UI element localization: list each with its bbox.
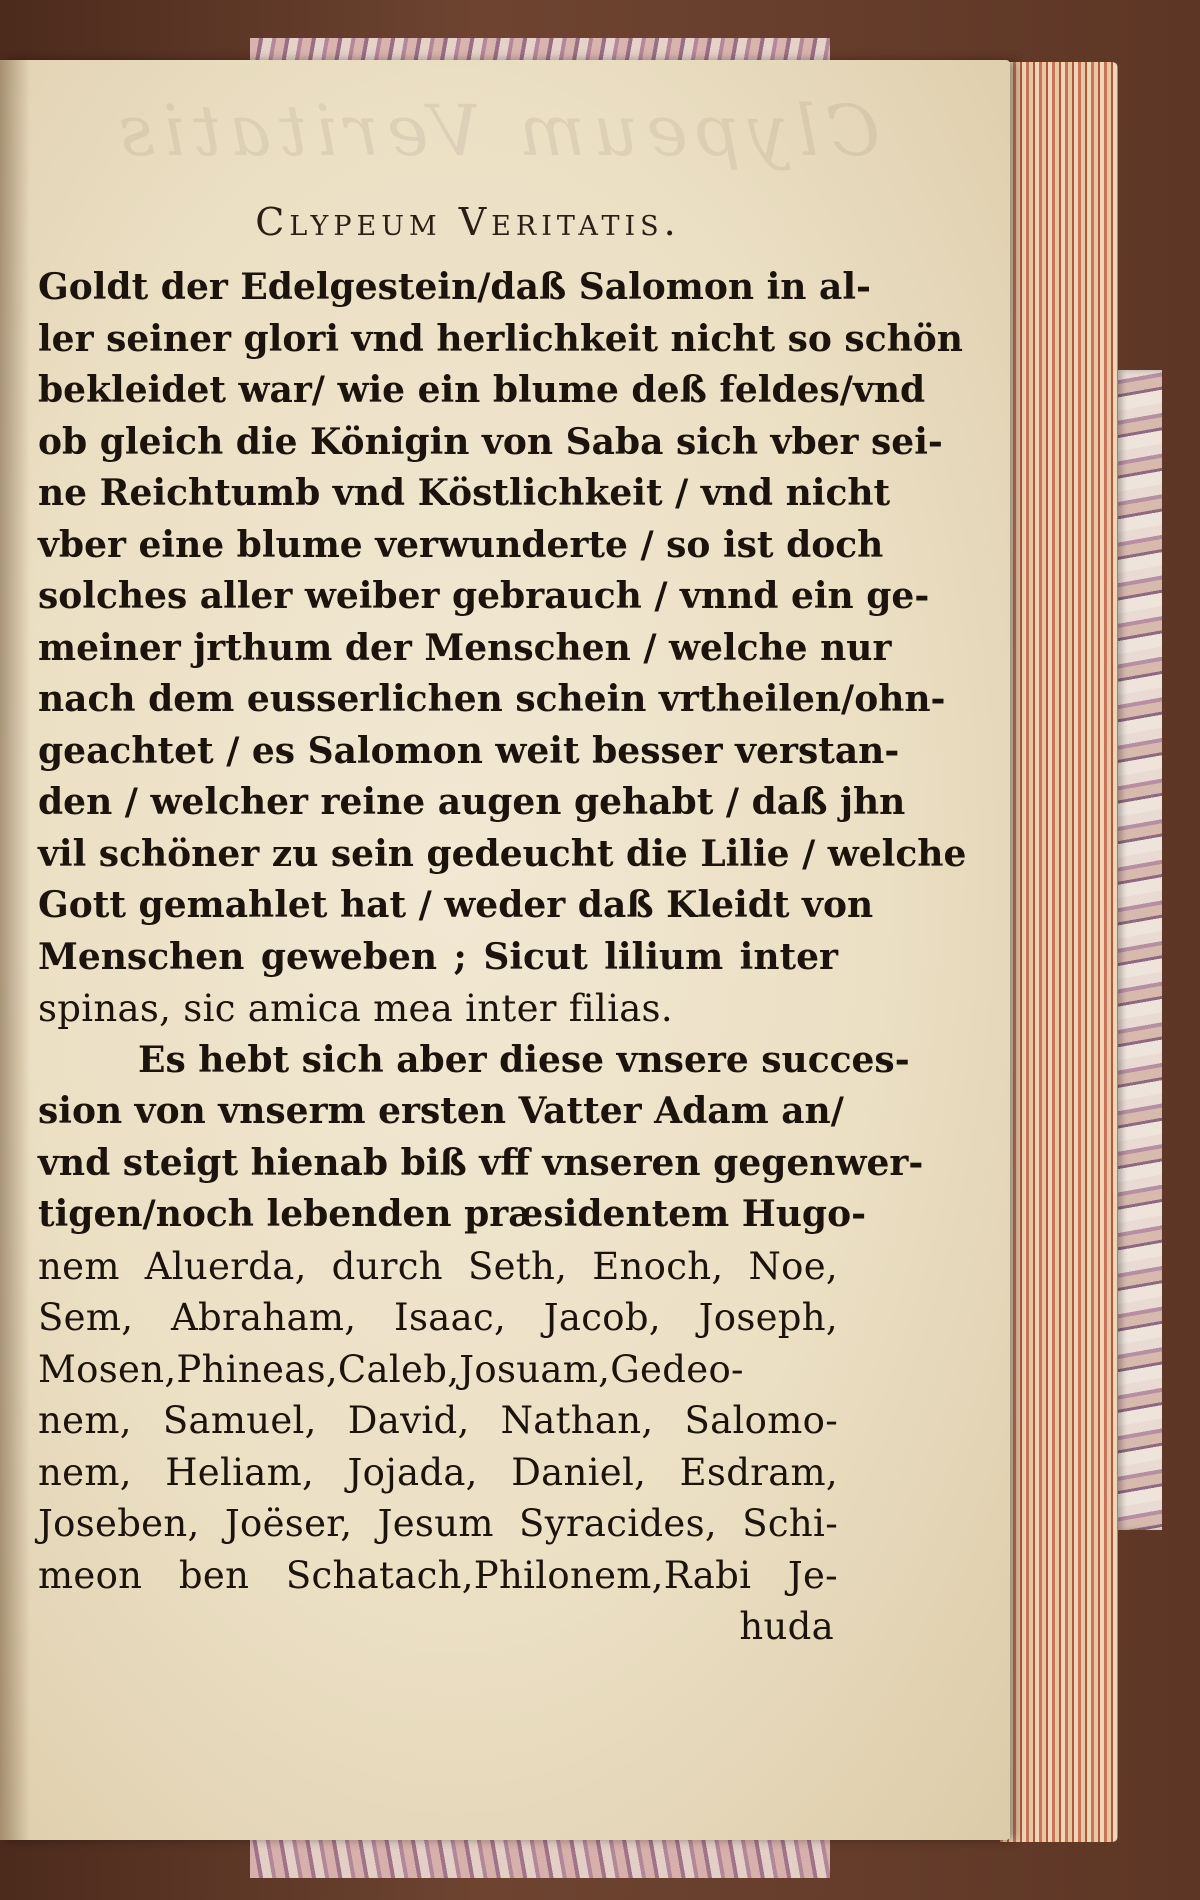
text-line: meon ben Schatach,Philonem,Rabi Je-	[38, 1553, 838, 1597]
text-line: Sem, Abraham, Isaac, Jacob, Joseph,	[38, 1296, 838, 1339]
page-text	[38, 196, 967, 1653]
text-line: Mosen,Phineas,Caleb,Josuam,Gedeo-	[38, 1347, 744, 1391]
text-line: Goldt der Edelgestein/daß Salomon in al-	[38, 266, 871, 308]
text-line: tigen/noch lebenden præsidentem Hugo-	[38, 1193, 867, 1235]
text-line: spinas, sic amica mea inter filias.	[38, 987, 673, 1030]
page-gutter-shadow	[0, 60, 30, 1840]
text-line: Joseben, Joëser, Jesum Syracides, Schi-	[38, 1502, 838, 1545]
text-line: ne Reichtumb vnd Köstlichkeit / vnd nicht	[38, 472, 891, 514]
text-line: vil schöner zu sein gedeucht die Lilie / welche	[38, 832, 967, 875]
text-line: nach dem eusserlichen schein vrtheilen/ohn-	[38, 678, 946, 720]
page-edges	[1000, 62, 1118, 1842]
text-line: Es hebt sich aber diese vnsere succes-	[138, 1038, 910, 1081]
text-line: sion von vnserm ersten Vatter Adam an/	[38, 1090, 844, 1132]
text-line: vnd steigt hienab biß vff vnseren gegenwer-	[38, 1141, 924, 1184]
text-line: Gott gemahlet hat / weder daß Kleidt von	[38, 884, 874, 926]
running-head: Clypeum Veritatis.	[255, 200, 681, 244]
text-line: Menschen geweben ; Sicut lilium inter	[38, 935, 838, 978]
text-line: ler seiner glori vnd herlichkeit nicht so schön	[38, 317, 963, 360]
catchword: huda	[739, 1605, 834, 1648]
text-line: nem, Heliam, Jojada, Daniel, Esdram,	[38, 1450, 838, 1494]
text-line: bekleidet war/ wie ein blume deß feldes/vnd	[38, 369, 926, 411]
text-line: geachtet / es Salomon weit besser verstan-	[38, 729, 900, 772]
text-line: vber eine blume verwunderte / so ist doch	[38, 523, 884, 566]
paragraph-1	[38, 262, 967, 1035]
show-through-bleed: Clypeum Veritatis	[110, 90, 880, 172]
text-line: ob gleich die Königin von Saba sich vber sei-	[38, 420, 943, 463]
text-line: nem Aluerda, durch Seth, Enoch, Noe,	[38, 1244, 838, 1288]
text-line: nem, Samuel, David, Nathan, Salomo-	[38, 1399, 838, 1442]
paragraph-2	[38, 1035, 924, 1602]
text-line: solches aller weiber gebrauch / vnnd ein ge-	[38, 575, 930, 617]
marbled-edge-bottom	[250, 1838, 830, 1878]
text-line: meiner jrthum der Menschen / welche nur	[38, 626, 892, 669]
marbled-endpaper	[1118, 370, 1162, 1530]
text-line: den / welcher reine augen gehabt / daß jhn	[38, 781, 906, 823]
